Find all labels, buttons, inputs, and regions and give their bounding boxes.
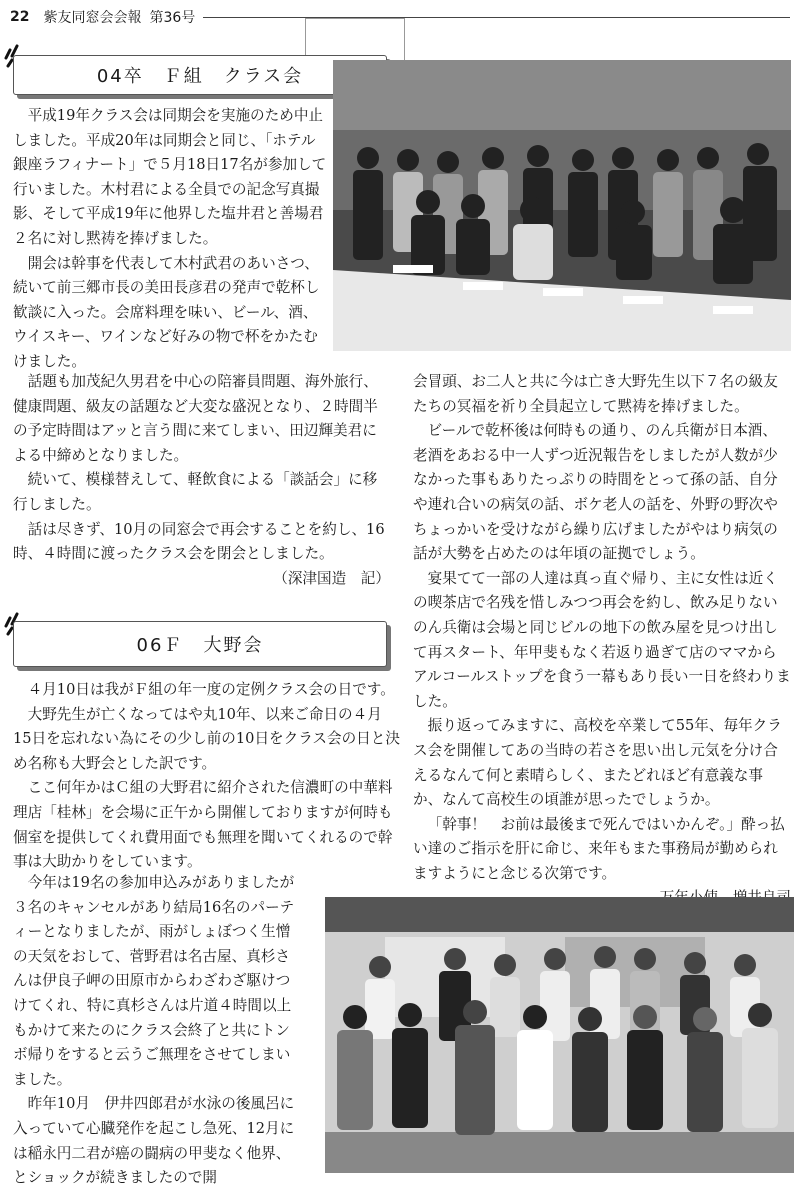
publication-title: 紫友同窓会会報: [43, 10, 142, 26]
issue-number: 第36号: [149, 10, 196, 26]
paragraph: 宴果てて一部の人達は真っ直ぐ帰り、主に女性は近くの喫茶店で名残を惜しみつつ再会を約し、飲み足りないのん兵衛は会場と同じビルの地下の飲み屋を見つけ出して再スタート、年甲斐もなく若返り過ぎて店のママからアルコールストップを食う一幕もあり長い一日を終わりました。: [413, 569, 791, 710]
paragraph: 話は尽きず、10月の同窓会で再会することを約し、16時、４時間に渡ったクラス会を閉会としました。: [13, 520, 385, 563]
paragraph: ビールで乾杯後は何時もの通り、のん兵衛が日本酒、老酒をあおる中一人ずつ近況報告をしましたが人数が少なかった事もありたっぷりの時間をとって孫の話、自分や連れ合いの病気の話、ボケ老人の話を、外野の野次やちょっかいを受けながら繰り広げましたがやはり病気の話が大勢を占めたのは年頃の証拠でしょう。: [413, 422, 778, 563]
section2-text-left-narrow: [13, 871, 300, 1191]
section1-title: 04卒 Ｆ組 クラス会: [13, 55, 387, 95]
paragraph: 今年は19名の参加申込みがありましたが３名のキャンセルがあり結局16名のパーティーとなりましたが、雨がしょぼつく生憎の天気をおして、菅野君は名古屋、真杉さんは伊良子岬の田原市からわざわざ駆けつけてくれ、特に真杉さんは片道４時間以上もかけて来たのにクラス会終了と共にトンボ帰りをすると云うご無理をさせてしまいました。: [13, 874, 295, 1088]
header-rule: [203, 17, 790, 18]
paragraph: 平成19年クラス会は同期会を実施のため中止しました。平成20年は同期会と同じ、「ホテル銀座ラフィナート」で５月18日17名が参加して行いました。木村君による全員での記念写真撮影、そして平成19年に他界した塩井君と善場君２名に対し黙祷を捧げました。: [13, 107, 327, 247]
paragraph: 開会は幹事を代表して木村武君のあいさつ、続いて前三郷市長の美田長彦君の発声で乾杯し歓談に入った。会席料理を味い、ビール、酒、ウイスキー、ワインなど好みの物で杯をかたむけました。: [13, 254, 320, 370]
section1-text-top: [13, 104, 327, 375]
section2-text-left: [13, 678, 400, 875]
page-number: 22: [10, 9, 30, 25]
paragraph: ４月10日は我がＦ組の年一度の定例クラス会の日です。: [27, 681, 395, 698]
paragraph: 昨年10月 伊井四郎君が水泳の後風呂に入っていて心臓発作を起こし急死、12月には稲永円二君が癌の闘病の甲斐なく他界、とショックが続きましたので開: [13, 1095, 295, 1187]
paragraph: 話題も加茂紀久男君を中心の陪審員問題、海外旅行、健康問題、級友の話題など大変な盛況となり、２時間半の予定時間はアッと言う間に来てしまい、田辺輝美君による中締めとなりました。: [13, 373, 378, 464]
paragraph: 会冒頭、お二人と共に今は亡き大野先生以下７名の級友たちの冥福を祈り全員起立して黙祷を捧げました。: [413, 373, 778, 415]
class-reunion-photo-2: [325, 897, 794, 1173]
paragraph: 振り返ってみますに、高校を卒業して55年、毎年クラス会を開催してあの当時の若さを思い出し元気を分け合えるなんて何と素晴らしく、またどれほど有意義な事か、なんて高校生の頃誰が思ったでしょうか。: [413, 717, 782, 809]
paragraph: ここ何年かはＣ組の大野君に紹介された信濃町の中華料理店「桂林」を会場に正午から開催しておりますが何時も個室を提供してくれ費用面でも無理を聞いてくれるので幹事は大助かりをしています。: [13, 779, 393, 871]
paragraph: 続いて、模様替えして、軽飲食による「談話会」に移行しました。: [13, 471, 378, 513]
section2-title: 06Ｆ 大野会: [13, 621, 387, 667]
paragraph: 「幹事！ お前は最後まで死んではいかんぞ。」酔っ払い達のご指示を肝に命じ、来年もまた事務局が勤められますようにと念じる次第です。: [413, 815, 785, 882]
section1-text-bottom: [13, 370, 390, 591]
section1-author: （深津国造 記）: [273, 569, 390, 587]
paragraph: 大野先生が亡くなってはや丸10年、以来ご命日の４月15日を忘れない為にその少し前の10日をクラス会の日と決め名称も大野会とした訳です。: [13, 705, 400, 772]
section2-text-right: [413, 370, 791, 911]
class-reunion-photo-1: [333, 60, 791, 351]
